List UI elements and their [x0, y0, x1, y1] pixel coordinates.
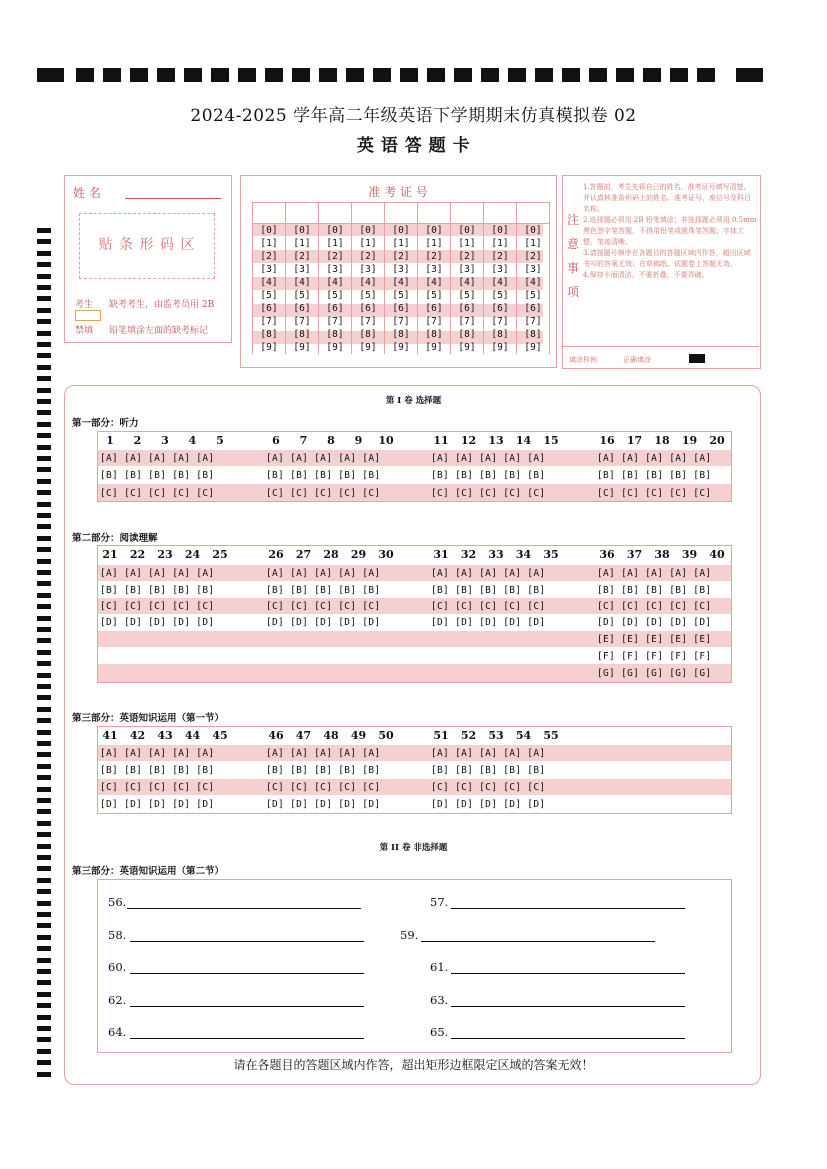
question-number: 27 — [295, 548, 312, 561]
question-number: 54 — [515, 729, 532, 742]
answer-line-56[interactable] — [127, 908, 361, 909]
question-number: 42 — [129, 729, 146, 742]
answer-line-65[interactable] — [451, 1038, 685, 1039]
question-number: 40 — [709, 548, 725, 561]
question-number: 14 — [515, 434, 532, 447]
question-number: 51 — [433, 729, 449, 742]
question-number: 8 — [327, 434, 335, 447]
cloze-options-c[interactable]: [C] [C] [C] [C] [C] [C] [C] [C] [C] [C] [C] [C] [C] [C] [C] — [100, 782, 546, 793]
timing-mark — [37, 730, 51, 735]
timing-mark — [37, 787, 51, 792]
absent-text-2: 铅笔填涂左面的缺考标记 — [109, 326, 209, 336]
barcode-label: 贴 条 形 码 区 — [98, 237, 196, 253]
question-number: 29 — [350, 548, 367, 561]
question-number: 46 — [268, 729, 284, 742]
answer-line-63[interactable] — [451, 1006, 685, 1007]
question-number: 53 — [488, 729, 504, 742]
timing-mark — [37, 1026, 51, 1031]
timing-mark — [37, 433, 51, 438]
timing-mark — [37, 228, 51, 233]
reading-options-a[interactable]: [A] [A] [A] [A] [A] [A] [A] [A] [A] [A] [A] [A] [A] [A] [A] [A] [A] [A] [A] [A] — [100, 568, 712, 579]
timing-mark — [37, 878, 51, 883]
timing-mark — [37, 376, 51, 381]
absent-label-1: 考生 — [75, 300, 94, 310]
name-label: 姓 名 — [73, 186, 101, 200]
question-number: 20 — [709, 434, 725, 447]
listening-options-c[interactable]: [C] [C] [C] [C] [C] [C] [C] [C] [C] [C] [C] [C] [C] [C] [C] [C] [C] [C] [C] [C] — [100, 488, 712, 499]
timing-mark — [37, 764, 51, 769]
question-number: 18 — [654, 434, 670, 447]
question-number: 39 — [681, 548, 698, 561]
question-number: 17 — [626, 434, 643, 447]
question-number: 13 — [488, 434, 504, 447]
timing-mark — [37, 1015, 51, 1020]
question-56: 56. — [108, 895, 127, 909]
cloze-options-d[interactable]: [D] [D] [D] [D] [D] [D] [D] [D] [D] [D] [D] [D] [D] [D] [D] — [100, 799, 546, 810]
question-65: 65. — [430, 1025, 449, 1039]
student-info-box — [64, 175, 232, 343]
timing-mark — [37, 673, 51, 678]
sample-label: 填涂样例 — [569, 356, 597, 364]
question-number: 50 — [378, 729, 394, 742]
question-number: 25 — [212, 548, 228, 561]
question-number: 44 — [184, 729, 201, 742]
question-number: 2 — [133, 434, 142, 447]
question-number: 33 — [488, 548, 504, 561]
reading-options-b[interactable]: [B] [B] [B] [B] [B] [B] [B] [B] [B] [B] [B] [B] [B] [B] [B] [B] [B] [B] [B] [B] — [100, 585, 712, 596]
question-number: 1 — [106, 434, 114, 447]
question-63: 63. — [430, 993, 449, 1007]
timing-mark — [37, 513, 51, 518]
timing-mark — [37, 661, 51, 666]
answer-line-60[interactable] — [130, 973, 364, 974]
notice-items: 1.答题前，考生先将自己的姓名，准考证号填写清楚，并认真核准条形码上的姓名、准考证号、座位号及科目名称。 2.选择题必须用 2B 铅笔填涂；非选择题必须用 0.5mm 黑色签字笔答题，不得用铅笔或圆珠笔答题；字体工整、笔迹清晰。 3.请按题号顺序在各题目的答题区域内作答，超出区域书写的答案无效；在草稿纸、试题卷上答题无效。 4.保持卡面清洁，不要折叠、不要弄破。 — [583, 183, 757, 279]
timing-mark — [37, 1037, 51, 1042]
exam-id-grid[interactable]: [0] [0] [0] [0] [0] [0] [0] [0] [0] [1] [1] [1] [1] [1] [1] [1] [1] [1] [2] [2] [2] [2] [2] [2] [2] [2] [2] [3] [3] [3] [3] [3] [3] [3] [3] [3] [4] [4] [4] [4] [4] [4] [4] [4] [4] [5] [5] [5] [5] [5] [5] [5] [5] [5] [6] [6] [6] [6] [6] [6] [6] [6] [6] [7] [7] [7] [7] [7] [7] [7] [7] [7] [8] [8] [8] [8] [8] [8] [8] [8] [8] [9] [9] [9] [9] [9] [9] [9] [9] [9] — [252, 202, 550, 354]
listening-label: 第一部分：听力 — [72, 418, 139, 429]
question-number: 36 — [599, 548, 615, 561]
absent-mark-box[interactable] — [75, 310, 101, 321]
timing-mark — [37, 798, 51, 803]
timing-mark — [37, 365, 51, 370]
timing-mark — [37, 958, 51, 963]
timing-mark — [37, 262, 51, 267]
timing-mark — [37, 274, 51, 279]
question-number: 5 — [216, 434, 224, 447]
question-number: 43 — [157, 729, 173, 742]
cloze-options-a[interactable]: [A] [A] [A] [A] [A] [A] [A] [A] [A] [A] [A] [A] [A] [A] [A] — [100, 748, 546, 759]
timing-mark — [37, 239, 51, 244]
timing-mark — [37, 946, 51, 951]
timing-mark — [37, 467, 51, 472]
timing-mark — [37, 536, 51, 541]
timing-mark — [37, 456, 51, 461]
timing-mark — [37, 490, 51, 495]
timing-mark — [37, 353, 51, 358]
timing-mark — [37, 559, 51, 564]
timing-mark — [37, 604, 51, 609]
timing-mark — [37, 741, 51, 746]
timing-mark — [37, 923, 51, 928]
timing-mark — [37, 821, 51, 826]
fill-blank-box — [97, 879, 732, 1053]
timing-mark — [37, 410, 51, 415]
question-number: 7 — [299, 434, 308, 447]
timing-mark — [37, 718, 51, 723]
timing-mark — [37, 684, 51, 689]
timing-mark — [37, 866, 51, 871]
timing-mark — [37, 524, 51, 529]
question-number: 37 — [626, 548, 643, 561]
timing-mark — [37, 331, 51, 336]
question-number: 9 — [354, 434, 363, 447]
timing-mark — [37, 650, 51, 655]
question-number: 16 — [599, 434, 615, 447]
timing-mark — [37, 547, 51, 552]
timing-mark — [37, 707, 51, 712]
answer-line-59[interactable] — [421, 941, 655, 942]
question-59: 59. — [400, 928, 419, 942]
timing-mark — [37, 992, 51, 997]
answer-line-57[interactable] — [451, 908, 685, 909]
listening-options-b[interactable]: [B] [B] [B] [B] [B] [B] [B] [B] [B] [B] [B] [B] [B] [B] [B] [B] [B] [B] [B] [B] — [100, 470, 712, 481]
question-number: 55 — [543, 729, 559, 742]
question-number: 21 — [102, 548, 118, 561]
question-number: 45 — [212, 729, 228, 742]
timing-mark — [37, 901, 51, 906]
reading-options-c[interactable]: [C] [C] [C] [C] [C] [C] [C] [C] [C] [C] [C] [C] [C] [C] [C] [C] [C] [C] [C] [C] — [100, 601, 712, 612]
timing-mark — [37, 935, 51, 940]
question-number: 48 — [323, 729, 339, 742]
cloze-options-b[interactable]: [B] [B] [B] [B] [B] [B] [B] [B] [B] [B] [B] [B] [B] [B] [B] — [100, 765, 546, 776]
part1-heading: 第 I 卷 选择题 — [385, 396, 442, 406]
answer-line-64[interactable] — [130, 1038, 364, 1039]
absent-text-1: 缺考考生，由监考员用 2B — [109, 300, 215, 310]
question-number: 23 — [157, 548, 173, 561]
timing-mark — [37, 889, 51, 894]
sample-text: 正确填涂 — [623, 356, 651, 364]
question-number: 31 — [433, 548, 449, 561]
reading-options-f[interactable]: [F] [F] [F] [F] [F] — [597, 651, 712, 662]
question-61: 61. — [430, 960, 449, 974]
timing-mark — [37, 251, 51, 256]
barcode-area — [79, 213, 215, 279]
answer-line-58[interactable] — [130, 941, 364, 942]
name-field[interactable] — [125, 198, 221, 199]
timing-mark — [37, 296, 51, 301]
timing-mark — [37, 593, 51, 598]
question-number: 4 — [188, 434, 197, 447]
question-64: 64. — [108, 1025, 127, 1039]
timing-mark — [37, 695, 51, 700]
question-number: 6 — [272, 434, 280, 447]
timing-mark — [37, 479, 51, 484]
exam-title: 2024-2025 学年高二年级英语下学期期末仿真模拟卷 02 — [190, 106, 637, 126]
timing-mark — [37, 752, 51, 757]
timing-mark — [37, 627, 51, 632]
question-number: 47 — [295, 729, 312, 742]
timing-mark — [37, 308, 51, 313]
absent-label-2: 禁填 — [75, 326, 94, 336]
question-58: 58. — [108, 928, 127, 942]
card-subtitle: 英 语 答 题 卡 — [356, 136, 471, 156]
timing-mark — [37, 570, 51, 575]
question-number: 26 — [268, 548, 284, 561]
timing-mark — [37, 319, 51, 324]
question-number: 32 — [460, 548, 477, 561]
question-number: 15 — [543, 434, 559, 447]
question-number: 35 — [543, 548, 559, 561]
timing-mark — [37, 980, 51, 985]
question-60: 60. — [108, 960, 127, 974]
question-number: 28 — [323, 548, 339, 561]
timing-mark — [37, 1003, 51, 1008]
timing-mark — [37, 969, 51, 974]
question-number: 19 — [681, 434, 698, 447]
timing-mark — [37, 422, 51, 427]
question-number: 3 — [161, 434, 169, 447]
timing-mark — [37, 445, 51, 450]
timing-mark — [37, 342, 51, 347]
timing-mark — [37, 502, 51, 507]
listening-options-a[interactable]: [A] [A] [A] [A] [A] [A] [A] [A] [A] [A] [A] [A] [A] [A] [A] [A] [A] [A] [A] [A] — [100, 453, 712, 464]
reading-label: 第二部分：阅读理解 — [72, 533, 158, 544]
fill-blank-label: 第三部分：英语知识运用（第二节） — [72, 866, 225, 877]
question-number: 11 — [433, 434, 449, 447]
footer-warning: 请在各题目的答题区域内作答，超出矩形边框限定区域的答案无效！ — [233, 1058, 594, 1072]
timing-mark — [37, 1049, 51, 1054]
question-number: 49 — [350, 729, 367, 742]
timing-mark — [37, 285, 51, 290]
timing-mark — [37, 581, 51, 586]
question-62: 62. — [108, 993, 127, 1007]
notice-box — [562, 175, 761, 369]
question-number: 12 — [460, 434, 477, 447]
reading-options-d[interactable]: [D] [D] [D] [D] [D] [D] [D] [D] [D] [D] [D] [D] [D] [D] [D] [D] [D] [D] [D] [D] — [100, 617, 712, 628]
answer-line-62[interactable] — [130, 1006, 364, 1007]
question-number: 24 — [184, 548, 201, 561]
cloze-label: 第三部分：英语知识运用（第一节） — [72, 713, 225, 724]
exam-id-title: 准 考 证 号 — [368, 185, 428, 199]
timing-mark — [37, 832, 51, 837]
reading-options-e[interactable]: [E] [E] [E] [E] [E] — [597, 634, 712, 645]
timing-mark — [37, 388, 51, 393]
question-number: 30 — [378, 548, 394, 561]
notice-heading: 注 意 事 项 — [567, 213, 580, 299]
question-number: 22 — [129, 548, 146, 561]
timing-mark — [37, 912, 51, 917]
timing-mark — [37, 638, 51, 643]
question-number: 10 — [378, 434, 394, 447]
reading-options-g[interactable]: [G] [G] [G] [G] [G] — [597, 668, 712, 679]
timing-mark — [37, 775, 51, 780]
timing-mark — [37, 616, 51, 621]
part2-heading: 第 II 卷 非选择题 — [379, 843, 448, 853]
question-57: 57. — [430, 895, 449, 909]
question-number: 41 — [102, 729, 118, 742]
timing-marks-top — [37, 68, 763, 82]
question-number: 52 — [460, 729, 477, 742]
sample-fill — [689, 354, 705, 363]
timing-mark — [37, 809, 51, 814]
question-number: 34 — [515, 548, 532, 561]
question-number: 38 — [654, 548, 670, 561]
timing-mark — [37, 855, 51, 860]
answer-line-61[interactable] — [451, 973, 685, 974]
